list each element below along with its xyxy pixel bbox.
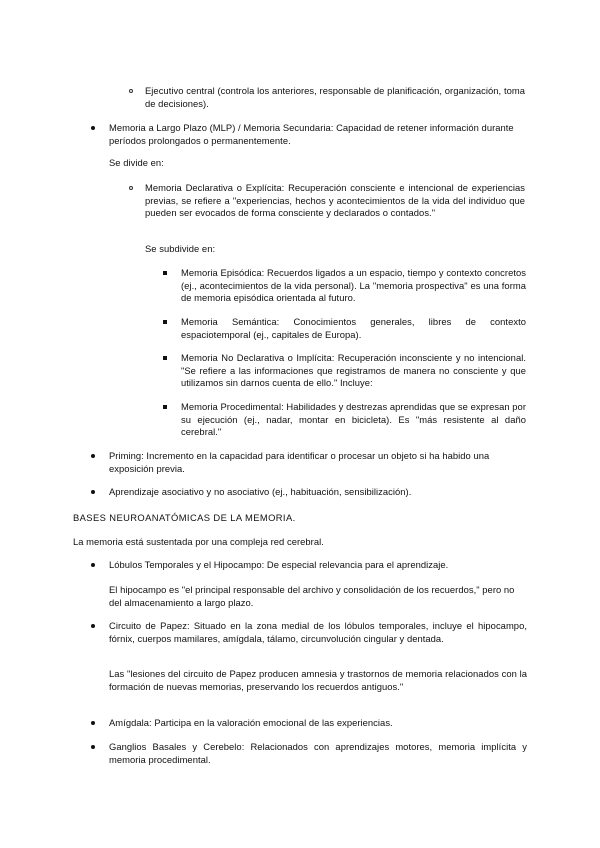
list-item-ejecutivo-central: Ejecutivo central (controla los anteriores, responsable de planificación, organización, toma de decisiones). — [145, 85, 525, 109]
bullet-icon — [91, 490, 95, 494]
square-bullet-icon — [163, 356, 167, 360]
intro-paragraph: La memoria está sustentada por una compleja red cerebral. — [73, 536, 324, 547]
list-item-priming: Priming: Incremento en la capacidad para identificar o procesar un objeto si ha habido una exposición previa. — [109, 450, 490, 474]
bullet-icon — [91, 126, 95, 130]
bullet-icon — [91, 563, 95, 567]
se-divide-label: Se divide en: — [109, 157, 164, 168]
list-item-aprendizaje-asociativo: Aprendizaje asociativo y no asociativo (ej., habituación, sensibilización). — [109, 486, 412, 497]
list-item-memoria-largo-plazo: Memoria a Largo Plazo (MLP) / Memoria Secundaria: Capacidad de retener información durante períodos prolongados o permanentemente. — [109, 122, 514, 146]
lesiones-paragraph: Las "lesiones del circuito de Papez producen amnesia y trastornos de memoria relacionados con la formación de nuevas memorias, preservando los recuerdos antiguos." — [109, 668, 527, 692]
list-item-memoria-procedimental: Memoria Procedimental: Habilidades y destrezas aprendidas que se expresan por su ejecución (ej., nadar, montar en bicicleta). Es "más resistente al daño cerebral." — [181, 401, 526, 438]
bullet-icon — [91, 721, 95, 725]
hipocampo-paragraph: El hipocampo es "el principal responsable del archivo y consolidación de los recuerdos," pero no del almacenamiento a largo plazo. — [109, 584, 515, 608]
list-item-memoria-no-declarativa: Memoria No Declarativa o Implícita: Recuperación inconsciente y no intencional. "Se refiere a las informaciones que registramos de manera no consciente y que utilizamos sin darnos cuenta de ello." Incluye: — [181, 352, 526, 389]
square-bullet-icon — [163, 271, 167, 275]
bullet-icon — [91, 624, 95, 628]
square-bullet-icon — [163, 320, 167, 324]
list-item-lobulos-temporales: Lóbulos Temporales y el Hipocampo: De especial relevancia para el aprendizaje. — [109, 559, 449, 570]
list-item-circuito-papez: Circuito de Papez: Situado en la zona medial de los lóbulos temporales, incluye el hipocampo, fórnix, cuerpos mamilares, amígdala, tálamo, circunvolución cingular y dentada. — [109, 620, 527, 644]
list-item-ganglios-basales: Ganglios Basales y Cerebelo: Relacionados con aprendizajes motores, memoria implícita y memoria procedimental. — [109, 741, 527, 765]
hollow-bullet-icon — [129, 186, 133, 190]
se-subdivide-label: Se subdivide en: — [145, 243, 216, 254]
bullet-icon — [91, 745, 95, 749]
section-heading: BASES NEUROANATÓMICAS DE LA MEMORIA. — [73, 512, 296, 523]
square-bullet-icon — [163, 405, 167, 409]
bullet-icon — [91, 454, 95, 458]
list-item-memoria-declarativa: Memoria Declarativa o Explícita: Recuperación consciente e intencional de experiencias previas, se refiere a "experiencias, hechos y acontecimientos de la vida del individuo que pueden ser evocados de forma consciente y declarados o contados." — [145, 182, 525, 219]
hollow-bullet-icon — [129, 89, 133, 93]
list-item-memoria-semantica: Memoria Semántica: Conocimientos generales, libres de contexto espaciotemporal (ej., capitales de Europa). — [181, 316, 526, 340]
list-item-memoria-episodica: Memoria Episódica: Recuerdos ligados a un espacio, tiempo y contexto concretos (ej., acontecimientos de la vida personal). La "memoria prospectiva" es una forma de memoria episódica orientada al futuro. — [181, 267, 526, 304]
list-item-amigdala: Amígdala: Participa en la valoración emocional de las experiencias. — [109, 717, 393, 728]
